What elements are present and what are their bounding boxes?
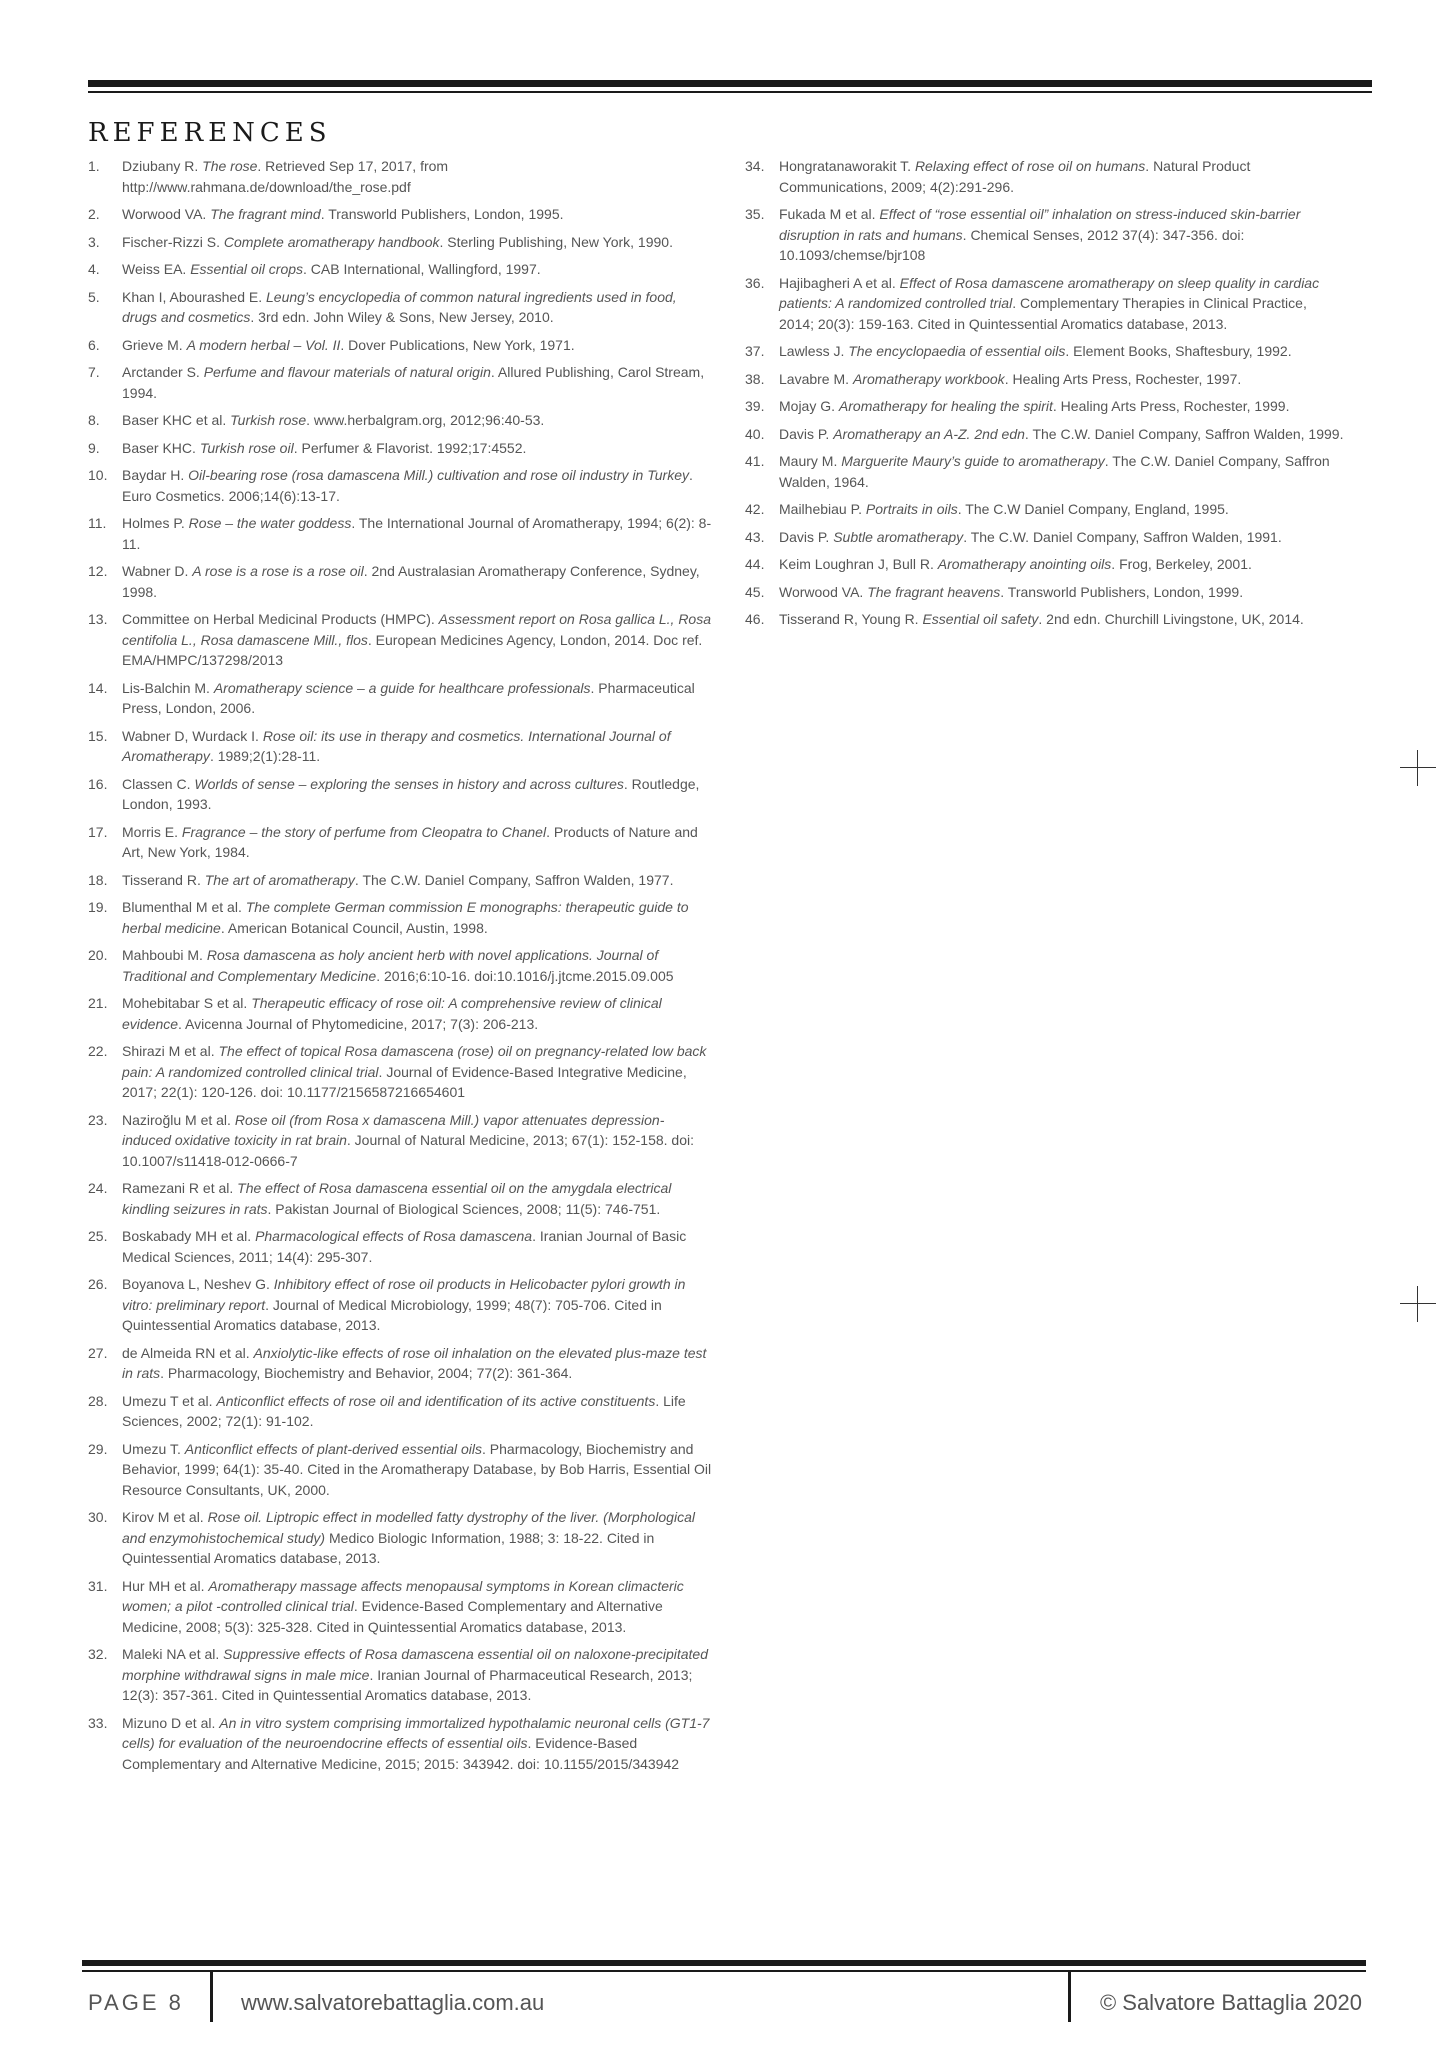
reference-author: Keim Loughran J, Bull R.	[779, 556, 934, 572]
reference-number: 4.	[88, 261, 100, 277]
reference-title: Turkish rose oil	[199, 439, 294, 456]
reference-number: 45.	[745, 583, 765, 600]
reference-details: Medico Biologic Information, 1988; 3: 18-22. Cited in Quintessential Aromatics database, 2013.	[122, 1529, 655, 1566]
reference-title: Complete aromatherapy handbook	[223, 233, 440, 250]
reference-details: . The C.W. Daniel Company, Saffron Walden, 1964.	[779, 453, 1330, 490]
reference-number: 24.	[88, 1180, 108, 1196]
reference-title: Anxiolytic-like effects of rose oil inhalation on the elevated plus-maze test in rats	[122, 1344, 707, 1381]
reference-title: Rose oil: its use in therapy and cosmetics. International Journal of Aromatherapy	[122, 727, 671, 764]
reference-title: Worlds of sense – exploring the senses in history and across cultures	[194, 775, 624, 792]
reference-details: . Element Books, Shaftesbury, 1992.	[1065, 343, 1292, 359]
reference-text	[122, 1178, 712, 1219]
reference-text	[122, 465, 712, 506]
reference-details: . Sterling Publishing, New York, 1990.	[439, 233, 673, 250]
reference-details: . Allured Publishing, Carol Stream, 1994.	[122, 364, 705, 401]
crop-mark-icon	[1400, 750, 1436, 786]
reference-number: 12.	[88, 563, 108, 579]
reference-title: Assessment report on Rosa gallica L., Rosa centifolia L., Rosa damascene Mill., flos	[122, 611, 712, 648]
header-rule-thin	[88, 91, 1372, 93]
reference-text	[122, 993, 712, 1034]
reference-title: Rose oil. Liptropic effect in modelled fatty dystrophy of the liver. (Morphological and enzymohistochemical study)	[122, 1509, 695, 1546]
reference-details: . Perfumer & Flavorist. 1992;17:4552.	[293, 439, 527, 456]
reference-details: . Transworld Publishers, London, 1999.	[1000, 583, 1244, 600]
reference-title: Suppressive effects of Rosa damascena essential oil on naloxone-precipitated morphine withdrawal signs in male mice	[122, 1646, 708, 1683]
reference-details: . Pakistan Journal of Biological Sciences, 2008; 11(5): 746-751.	[267, 1200, 661, 1217]
reference-number: 29.	[88, 1440, 108, 1457]
reference-number: 13.	[88, 611, 108, 627]
reference-author: Dziubany R.	[122, 158, 199, 174]
reference-author: Kirov M et al.	[122, 1509, 204, 1525]
reference-text	[122, 513, 712, 554]
reference-author: Davis P.	[779, 528, 830, 545]
reference-text	[779, 554, 1345, 575]
reference-number: 25.	[88, 1228, 108, 1244]
reference-number: 36.	[745, 274, 765, 291]
reference-text	[122, 678, 712, 719]
reference-item	[88, 335, 712, 356]
reference-author: Baser KHC.	[122, 439, 196, 456]
reference-text	[122, 1576, 712, 1638]
reference-number: 44.	[745, 556, 765, 572]
reference-details: . The C.W Daniel Company, England, 1995.	[957, 501, 1229, 517]
reference-item	[88, 678, 712, 719]
reference-text	[779, 527, 1345, 548]
reference-author: Baydar H.	[122, 467, 185, 483]
reference-text	[779, 582, 1345, 603]
reference-item	[88, 1178, 712, 1219]
reference-author: Mohebitabar S et al.	[122, 995, 248, 1011]
reference-number: 8.	[88, 412, 100, 428]
footer-rule-thick	[82, 1960, 1366, 1966]
reference-details: . Complementary Therapies in Clinical Practice, 2014; 20(3): 159-163. Cited in Quintessential Aromatics database, 2013.	[779, 295, 1307, 332]
reference-title: Subtle aromatherapy	[833, 528, 964, 545]
reference-author: Maury M.	[779, 453, 838, 469]
footer-divider	[1068, 1972, 1071, 2022]
reference-title: Essential oil crops	[190, 261, 304, 277]
reference-details: . 3rd edn. John Wiley & Sons, New Jersey, 2010.	[250, 309, 554, 325]
reference-details: . CAB International, Wallingford, 1997.	[303, 261, 541, 277]
reference-author: Tisserand R.	[122, 871, 201, 888]
reference-details: . Natural Product Communications, 2009; 4(2):291-296.	[779, 158, 1251, 195]
reference-details: . 1989;2(1):28-11.	[209, 748, 321, 764]
reference-text	[122, 1274, 712, 1336]
reference-author: Fukada M et al.	[779, 206, 876, 222]
reference-author: Mailhebiau P.	[779, 501, 863, 517]
copyright-notice: © Salvatore Battaglia 2020	[1099, 1990, 1362, 2015]
reference-text	[122, 232, 712, 253]
reference-number: 32.	[88, 1646, 108, 1662]
reference-title: The art of aromatherapy	[204, 871, 355, 888]
reference-item	[88, 945, 712, 986]
reference-number: 46.	[745, 611, 765, 627]
reference-author: Arctander S.	[122, 364, 200, 380]
reference-details: . Retrieved Sep 17, 2017, from http://www.rahmana.de/download/the_rose.pdf	[122, 158, 449, 195]
reference-title: Essential oil safety	[922, 611, 1039, 627]
reference-item	[88, 774, 712, 815]
reference-item	[745, 396, 1345, 417]
reference-number: 35.	[745, 206, 765, 222]
reference-author: Fischer-Rizzi S.	[122, 233, 221, 250]
reference-item	[88, 1041, 712, 1103]
reference-title: The rose	[202, 158, 258, 174]
reference-details: . Euro Cosmetics. 2006;14(6):13-17.	[122, 467, 693, 504]
reference-author: Umezu T.	[122, 1440, 181, 1457]
reference-details: . Pharmacology, Biochemistry and Behavior, 2004; 77(2): 361-364.	[160, 1365, 573, 1381]
reference-title: Inhibitory effect of rose oil products in Helicobacter pylori growth in vitro: preliminary report	[122, 1276, 686, 1313]
reference-number: 2.	[88, 206, 100, 222]
reference-author: Wabner D, Wurdack I.	[122, 727, 259, 744]
reference-title: Rose oil (from Rosa x damascena Mill.) vapor attenuates depression-induced oxidative toxicity in rat brain	[122, 1111, 665, 1148]
reference-title: The fragrant heavens	[867, 583, 1001, 600]
reference-author: Khan I, Abourashed E.	[122, 288, 263, 305]
reference-details: . The C.W. Daniel Company, Saffron Walden, 1991.	[963, 528, 1282, 545]
reference-title: Portraits in oils	[865, 501, 958, 517]
reference-details: . Dover Publications, New York, 1971.	[340, 336, 575, 353]
reference-item	[88, 897, 712, 938]
reference-text	[122, 822, 712, 863]
reference-title: A rose is a rose is a rose oil	[192, 563, 364, 579]
reference-number: 6.	[88, 336, 100, 353]
reference-number: 38.	[745, 370, 765, 387]
reference-details: . Healing Arts Press, Rochester, 1999.	[1052, 398, 1290, 414]
reference-author: Hongratanaworakit T.	[779, 158, 912, 174]
reference-text	[779, 273, 1345, 335]
reference-number: 41.	[745, 453, 765, 469]
references-list-left	[88, 156, 712, 1781]
reference-number: 42.	[745, 501, 765, 517]
reference-title: Aromatherapy massage affects menopausal symptoms in Korean climacteric women; a pilot -controlled clinical trial	[122, 1577, 684, 1614]
reference-item	[745, 369, 1345, 390]
reference-details: . Journal of Evidence-Based Integrative Medicine, 2017; 22(1): 120-126. doi: 10.1177/2156587216654601	[122, 1063, 687, 1100]
reference-author: Committee on Herbal Medicinal Products (HMPC).	[122, 611, 435, 627]
header-rule-thick	[88, 80, 1372, 87]
reference-text	[122, 156, 712, 197]
reference-text	[122, 335, 712, 356]
reference-item	[88, 259, 712, 280]
reference-details: . Transworld Publishers, London, 1995.	[320, 206, 564, 222]
footer-divider	[210, 1972, 213, 2022]
reference-title: The effect of topical Rosa damascena (rose) oil on pregnancy-related low back pain: A randomized controlled clinical trial	[122, 1043, 707, 1080]
reference-details: . Products of Nature and Art, New York, 1984.	[122, 823, 698, 860]
reference-text	[122, 1343, 712, 1384]
reference-title: Oil-bearing rose (rosa damascena Mill.) cultivation and rose oil industry in Turkey	[188, 467, 689, 483]
reference-item	[88, 1507, 712, 1569]
references-list-right	[745, 156, 1345, 637]
reference-text	[122, 1507, 712, 1569]
reference-number: 40.	[745, 425, 765, 442]
reference-number: 22.	[88, 1043, 108, 1059]
reference-text	[122, 1226, 712, 1267]
reference-text	[779, 204, 1345, 266]
reference-author: Holmes P.	[122, 515, 185, 531]
reference-number: 27.	[88, 1344, 108, 1361]
reference-text	[779, 499, 1345, 520]
reference-number: 21.	[88, 995, 108, 1011]
reference-text	[122, 204, 712, 225]
reference-text	[122, 362, 712, 403]
reference-item	[88, 1439, 712, 1501]
reference-text	[122, 897, 712, 938]
reference-title: Effect of “rose essential oil” inhalation on stress-induced skin-barrier disruption in rats and humans	[779, 206, 1301, 243]
reference-text	[122, 945, 712, 986]
reference-item	[88, 993, 712, 1034]
reference-item	[88, 561, 712, 602]
reference-number: 34.	[745, 158, 765, 174]
reference-number: 39.	[745, 398, 765, 414]
reference-title: Aromatherapy science – a guide for healthcare professionals	[213, 679, 591, 696]
reference-title: Rosa damascena as holy ancient herb with novel applications. Journal of Traditional and Complementary Medicine	[122, 947, 659, 984]
reference-details: . Pharmaceutical Press, London, 2006.	[122, 679, 695, 716]
reference-author: Worwood VA.	[779, 583, 864, 600]
reference-number: 15.	[88, 727, 108, 744]
reference-text	[122, 1644, 712, 1706]
reference-item	[88, 1110, 712, 1172]
reference-author: Boyanova L, Neshev G.	[122, 1276, 270, 1292]
reference-item	[88, 438, 712, 459]
reference-title: Anticonflict effects of rose oil and identification of its active constituents	[216, 1392, 656, 1409]
reference-number: 9.	[88, 439, 100, 456]
reference-title: A modern herbal – Vol. II	[186, 336, 341, 353]
reference-author: Davis P.	[779, 425, 830, 442]
reference-details: . 2nd edn. Churchill Livingstone, UK, 2014.	[1038, 611, 1304, 627]
reference-text	[779, 396, 1345, 417]
reference-number: 31.	[88, 1577, 108, 1594]
reference-item	[745, 451, 1345, 492]
reference-title: Perfume and flavour materials of natural origin	[203, 364, 491, 380]
reference-text	[122, 1713, 712, 1775]
reference-item	[745, 582, 1345, 603]
reference-number: 20.	[88, 947, 108, 963]
reference-text	[122, 1110, 712, 1172]
reference-author: Blumenthal M et al.	[122, 899, 242, 915]
reference-number: 19.	[88, 899, 108, 915]
reference-details: . Chemical Senses, 2012 37(4): 347-356. doi: 10.1093/chemse/bjr108	[779, 226, 1245, 263]
reference-title: Pharmacological effects of Rosa damascena	[255, 1228, 533, 1244]
reference-item	[88, 156, 712, 197]
reference-item	[88, 287, 712, 328]
reference-author: Worwood VA.	[122, 206, 207, 222]
reference-number: 1.	[88, 158, 100, 174]
reference-item	[88, 726, 712, 767]
reference-number: 37.	[745, 343, 765, 359]
reference-details: . Evidence-Based Complementary and Alternative Medicine, 2008; 5(3): 325-328. Cited in Quintessential Aromatics database, 2013.	[122, 1598, 663, 1635]
reference-text	[122, 259, 712, 280]
reference-author: Mizuno D et al.	[122, 1714, 216, 1731]
reference-details: . Journal of Natural Medicine, 2013; 67(1): 152-158. doi: 10.1007/s11418-012-0666-7	[122, 1132, 695, 1169]
reference-title: Leung’s encyclopedia of common natural ingredients used in food, drugs and cosmetics	[122, 288, 677, 325]
reference-details: . 2016;6:10-16. doi:10.1016/j.jtcme.2015.09.005	[376, 967, 674, 984]
reference-text	[122, 726, 712, 767]
reference-text	[122, 609, 712, 671]
reference-author: Lis-Balchin M.	[122, 679, 210, 696]
reference-author: Wabner D.	[122, 563, 189, 579]
reference-title: Effect of Rosa damascene aromatherapy on sleep quality in cardiac patients: A randomized controlled trial	[779, 274, 1320, 311]
reference-author: Hajibagheri A et al.	[779, 274, 896, 291]
footer-rule-thin	[82, 1970, 1366, 1972]
reference-author: Shirazi M et al.	[122, 1043, 215, 1059]
reference-author: Grieve M.	[122, 336, 183, 353]
reference-item	[745, 424, 1345, 445]
reference-author: Lawless J.	[779, 343, 845, 359]
reference-text	[779, 341, 1345, 362]
reference-text	[122, 1041, 712, 1103]
reference-item	[745, 204, 1345, 266]
reference-item	[745, 341, 1345, 362]
reference-title: Anticonflict effects of plant-derived essential oils	[184, 1440, 483, 1457]
reference-item	[745, 156, 1345, 197]
reference-text	[779, 609, 1345, 630]
reference-text	[122, 287, 712, 328]
reference-author: Weiss EA.	[122, 261, 187, 277]
reference-text	[122, 870, 712, 891]
crop-mark-icon	[1400, 1286, 1436, 1322]
reference-text	[122, 438, 712, 459]
reference-title: The complete German commission E monographs: therapeutic guide to herbal medicine	[122, 899, 689, 936]
reference-text	[779, 156, 1345, 197]
references-heading: REFERENCES	[88, 118, 332, 148]
reference-details: . European Medicines Agency, London, 2014. Doc ref. EMA/HMPC/137298/2013	[122, 631, 703, 668]
reference-author: Tisserand R, Young R.	[779, 611, 919, 627]
reference-number: 17.	[88, 823, 108, 840]
reference-details: . Evidence-Based Complementary and Alternative Medicine, 2015; 2015: 343942. doi: 10.1155/2015/343942	[122, 1735, 680, 1772]
reference-item	[88, 609, 712, 671]
reference-number: 28.	[88, 1392, 108, 1409]
reference-number: 43.	[745, 528, 765, 545]
reference-details: . The International Journal of Aromatherapy, 1994; 6(2): 8-11.	[122, 515, 712, 552]
reference-text	[122, 561, 712, 602]
reference-details: . American Botanical Council, Austin, 1998.	[220, 919, 488, 936]
reference-author: Lavabre M.	[779, 370, 850, 387]
reference-item	[88, 1226, 712, 1267]
reference-item	[88, 513, 712, 554]
reference-item	[88, 410, 712, 431]
reference-author: Morris E.	[122, 823, 178, 840]
reference-item	[88, 1576, 712, 1638]
reference-number: 3.	[88, 233, 100, 250]
reference-details: . 2nd Australasian Aromatherapy Conference, Sydney, 1998.	[122, 563, 700, 600]
reference-item	[88, 362, 712, 403]
reference-details: . The C.W. Daniel Company, Saffron Walden, 1977.	[354, 871, 674, 888]
website-link[interactable]: www.salvatorebattaglia.com.au	[241, 1990, 545, 2015]
reference-author: Maleki NA et al.	[122, 1646, 220, 1662]
reference-author: de Almeida RN et al.	[122, 1344, 250, 1361]
reference-title: The fragrant mind	[210, 206, 321, 222]
reference-author: Hur MH et al.	[122, 1577, 205, 1594]
reference-number: 30.	[88, 1509, 108, 1525]
reference-author: Ramezani R et al.	[122, 1180, 234, 1196]
reference-item	[88, 204, 712, 225]
reference-text	[122, 410, 712, 431]
reference-title: Fragrance – the story of perfume from Cleopatra to Chanel	[181, 823, 547, 840]
reference-item	[88, 1644, 712, 1706]
reference-text	[122, 1391, 712, 1432]
reference-title: Therapeutic efficacy of rose oil: A comprehensive review of clinical evidence	[122, 995, 662, 1032]
reference-title: Aromatherapy for healing the spirit	[838, 398, 1053, 414]
reference-number: 10.	[88, 467, 108, 483]
reference-text	[122, 1439, 712, 1501]
reference-number: 5.	[88, 288, 100, 305]
reference-text	[779, 424, 1345, 445]
reference-item	[88, 1274, 712, 1336]
reference-details: . Avicenna Journal of Phytomedicine, 2017; 7(3): 206-213.	[178, 1015, 539, 1032]
reference-author: Baser KHC et al.	[122, 412, 227, 428]
reference-details: . The C.W. Daniel Company, Saffron Walden, 1999.	[1024, 425, 1344, 442]
reference-item	[88, 822, 712, 863]
reference-title: Aromatherapy an A-Z. 2nd edn	[833, 425, 1025, 442]
reference-details: . Frog, Berkeley, 2001.	[1111, 556, 1252, 572]
reference-details: . Iranian Journal of Basic Medical Sciences, 2011; 14(4): 295-307.	[122, 1228, 687, 1265]
reference-details: . Healing Arts Press, Rochester, 1997.	[1004, 370, 1242, 387]
reference-details: . Iranian Journal of Pharmaceutical Research, 2013; 12(3): 357-361. Cited in Quintessential Aromatics database, 2013.	[122, 1666, 693, 1703]
reference-item	[88, 1391, 712, 1432]
reference-author: Mahboubi M.	[122, 947, 203, 963]
reference-author: Umezu T et al.	[122, 1392, 213, 1409]
reference-number: 23.	[88, 1111, 108, 1128]
reference-item	[745, 527, 1345, 548]
reference-text	[122, 774, 712, 815]
reference-details: . Life Sciences, 2002; 72(1): 91-102.	[122, 1392, 686, 1429]
reference-title: Rose – the water goddess	[188, 515, 352, 531]
reference-title: An in vitro system comprising immortalized hypothalamic neuronal cells (GT1-7 cells) for evaluation of the neuroendocrine effects of essential oils	[122, 1714, 710, 1751]
reference-title: Relaxing effect of rose oil on humans	[914, 158, 1146, 174]
reference-number: 14.	[88, 679, 108, 696]
reference-author: Naziroğlu M et al.	[122, 1111, 231, 1128]
reference-title: Aromatherapy anointing oils	[937, 556, 1112, 572]
reference-text	[779, 451, 1345, 492]
reference-details: . Journal of Medical Microbiology, 1999; 48(7): 705-706. Cited in Quintessential Aromatics database, 2013.	[122, 1296, 662, 1333]
reference-item	[745, 499, 1345, 520]
reference-number: 26.	[88, 1276, 108, 1292]
reference-number: 33.	[88, 1714, 108, 1731]
reference-details: . Pharmacology, Biochemistry and Behavior, 1999; 64(1): 35-40. Cited in the Aromatherapy Database, by Bob Harris, Essential Oil Resource Consultants, UK, 2000.	[122, 1440, 712, 1498]
reference-item	[88, 870, 712, 891]
reference-number: 18.	[88, 871, 108, 888]
reference-item	[745, 609, 1345, 630]
reference-title: Turkish rose	[230, 412, 307, 428]
reference-title: Aromatherapy workbook	[852, 370, 1005, 387]
reference-item	[88, 1343, 712, 1384]
reference-item	[88, 232, 712, 253]
reference-author: Classen C.	[122, 775, 191, 792]
reference-item	[745, 273, 1345, 335]
reference-item	[88, 465, 712, 506]
reference-number: 7.	[88, 364, 100, 380]
reference-text	[779, 369, 1345, 390]
reference-details: . www.herbalgram.org, 2012;96:40-53.	[306, 412, 545, 428]
reference-item	[745, 554, 1345, 575]
reference-title: The encyclopaedia of essential oils	[848, 343, 1066, 359]
reference-title: Marguerite Maury’s guide to aromatherapy	[841, 453, 1105, 469]
reference-number: 11.	[88, 515, 107, 531]
reference-author: Boskabady MH et al.	[122, 1228, 252, 1244]
page-number: PAGE 8	[88, 1990, 184, 2015]
reference-title: The effect of Rosa damascena essential oil on the amygdala electrical kindling seizures in rats	[122, 1180, 672, 1217]
reference-number: 16.	[88, 775, 108, 792]
reference-author: Mojay G.	[779, 398, 836, 414]
reference-item	[88, 1713, 712, 1775]
reference-details: . Routledge, London, 1993.	[122, 775, 700, 812]
